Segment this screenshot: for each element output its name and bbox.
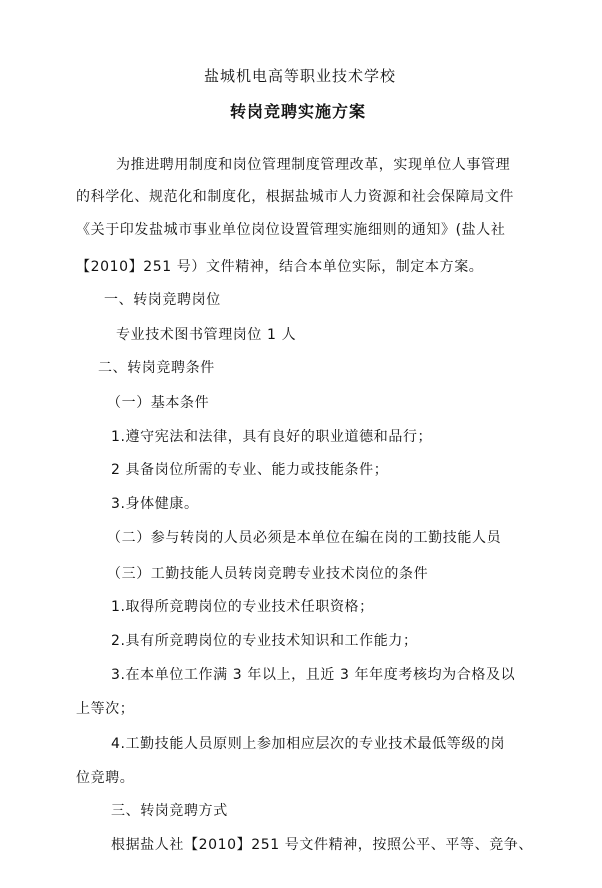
- list-item: 3.身体健康。: [111, 496, 199, 512]
- subsection-heading: （三）工勤技能人员转岗竞聘专业技术岗位的条件: [107, 566, 429, 582]
- list-item: 2.具有所竞聘岗位的专业技术知识和工作能力；: [111, 633, 418, 649]
- subsection-heading: （二）参与转岗的人员必须是本单位在编在岗的工勤技能人员: [107, 530, 502, 546]
- subsection-heading: （一）基本条件: [107, 395, 210, 411]
- paragraph-line: 《关于印发盐城市事业单位岗位设置管理实施细则的通知》(盐人社: [76, 222, 506, 238]
- section-heading: 一、转岗竞聘岗位: [104, 292, 221, 308]
- list-item: 2 具备岗位所需的专业、能力或技能条件；: [111, 462, 389, 478]
- list-item-continuation: 位竞聘。: [76, 770, 135, 786]
- list-item: 3.在本单位工作满 3 年以上，且近 3 年年度考核均为合格及以: [111, 667, 516, 683]
- document-title: 转岗竞聘实施方案: [230, 102, 367, 121]
- paragraph-line: 【2010】251 号）文件精神，结合本单位实际，制定本方案。: [76, 259, 484, 275]
- list-item-continuation: 上等次；: [76, 701, 135, 717]
- section-heading: 二、转岗竞聘条件: [98, 360, 215, 376]
- list-item: 4.工勤技能人员原则上参加相应层次的专业技术最低等级的岗: [111, 736, 506, 752]
- school-name: 盐城机电高等职业技术学校: [204, 67, 397, 85]
- paragraph-line: 专业技术图书管理岗位 1 人: [116, 327, 297, 343]
- list-item: 1.取得所竞聘岗位的专业技术任职资格；: [111, 599, 374, 615]
- paragraph-line: 为推进聘用制度和岗位管理制度管理改革，实现单位人事管理: [116, 157, 511, 173]
- list-item: 1.遵守宪法和法律，具有良好的职业道德和品行；: [111, 429, 433, 445]
- section-heading: 三、转岗竞聘方式: [111, 803, 228, 819]
- paragraph-line: 根据盐人社【2010】251 号文件精神，按照公平、平等、竞争、: [111, 837, 533, 853]
- paragraph-line: 的科学化、规范化和制度化，根据盐城市人力资源和社会保障局文件: [76, 189, 514, 205]
